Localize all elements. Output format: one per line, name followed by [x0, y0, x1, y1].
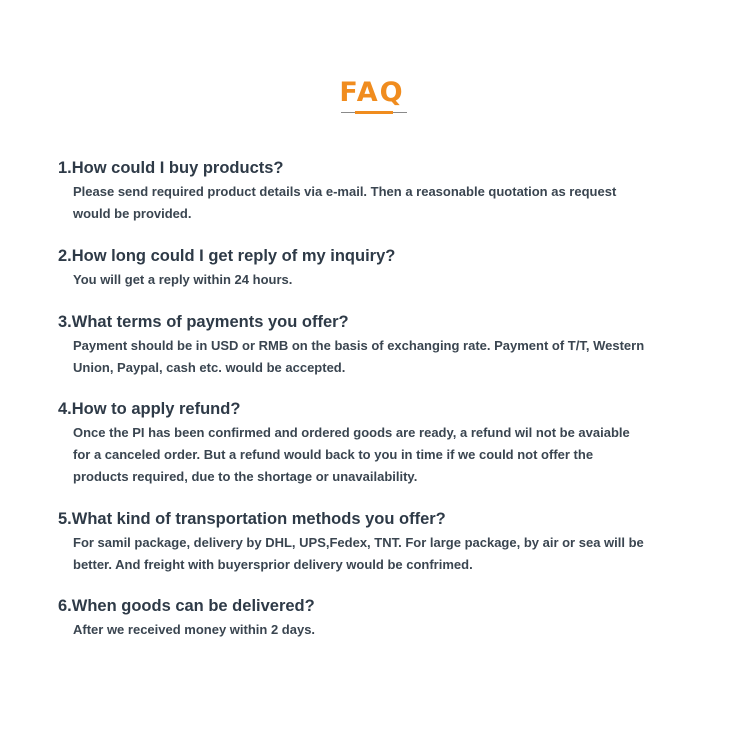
faq-question: 4.How to apply refund? — [58, 400, 241, 418]
faq-question: 1.How could I buy products? — [58, 159, 284, 177]
faq-item — [58, 399, 698, 488]
faq-answer: For samil package, delivery by DHL, UPS,Fedex, TNT. For large package, by air or sea will be better. And freight with buyersprior delivery would be confrimed. — [73, 535, 644, 572]
page-title: FAQ — [339, 77, 405, 108]
faq-header — [0, 78, 744, 108]
faq-item — [58, 158, 698, 225]
faq-item — [58, 509, 698, 576]
faq-question: 6.When goods can be delivered? — [58, 597, 315, 615]
faq-question: 2.How long could I get reply of my inquiry? — [58, 247, 396, 265]
faq-item — [58, 246, 698, 291]
faq-answer: Once the PI has been confirmed and ordered goods are ready, a refund wil not be avaiable for a canceled order. But a refund would back to you in time if we could not offer the products required, due to the shortage or unavailability. — [73, 425, 630, 484]
faq-item — [58, 596, 698, 641]
faq-answer: After we received money within 2 days. — [73, 622, 316, 637]
faq-item — [58, 312, 698, 379]
title-underline-accent — [355, 111, 393, 114]
faq-question: 5.What kind of transportation methods you offer? — [58, 510, 446, 528]
faq-answer: Please send required product details via e-mail. Then a reasonable quotation as request would be provided. — [73, 184, 617, 221]
faq-answer: Payment should be in USD or RMB on the basis of exchanging rate. Payment of T/T, Western Union, Paypal, cash etc. would be accepted. — [73, 338, 645, 375]
faq-answer: You will get a reply within 24 hours. — [73, 272, 293, 287]
faq-question: 3.What terms of payments you offer? — [58, 313, 349, 331]
